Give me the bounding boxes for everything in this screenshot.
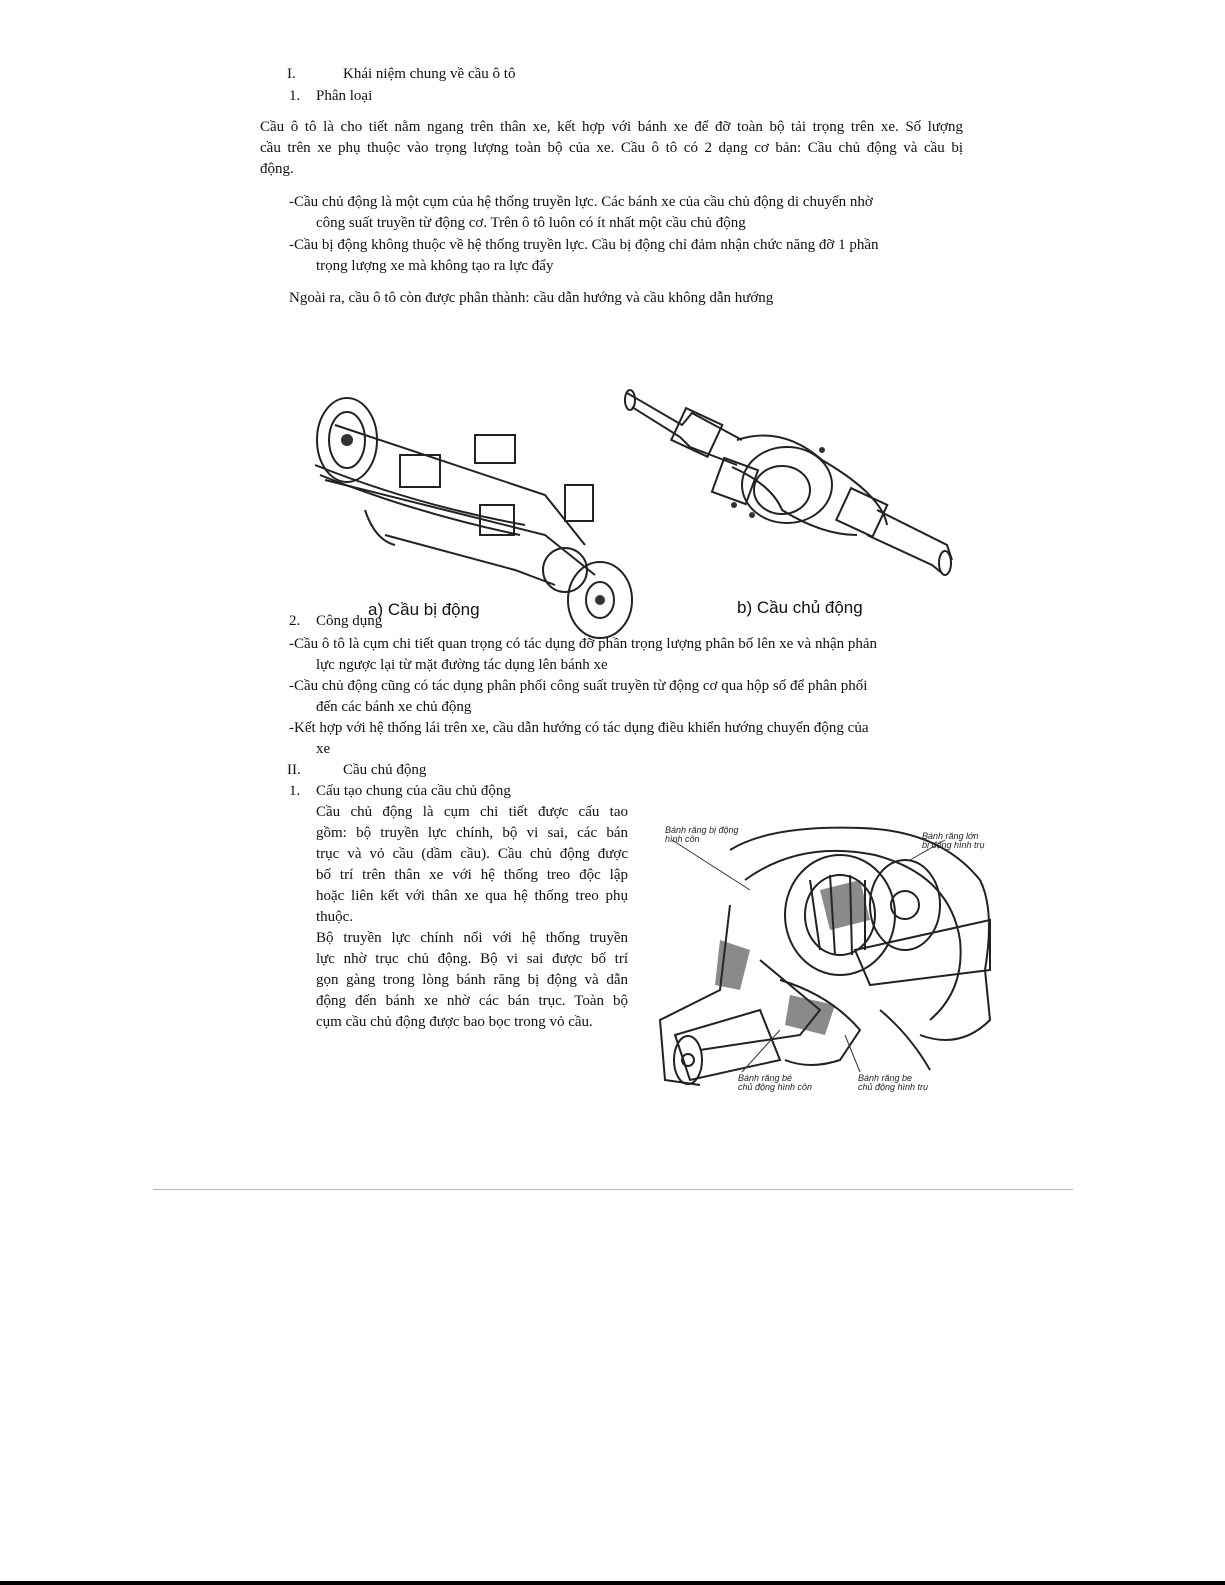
- para-line: trục và vỏ cầu (dầm cầu). Cầu chủ động được: [316, 846, 628, 862]
- differential-cutaway-drawing: [660, 820, 1000, 1100]
- bullet-line: đến các bánh xe chủ động: [316, 699, 472, 715]
- para-line: hoặc liên kết với thân xe qua hệ thống treo phụ: [316, 888, 628, 904]
- para-line: Bộ truyền lực chính nối với hệ thống truyền: [316, 930, 628, 946]
- bullet-line: lực ngược lại từ mặt đường tác dụng lên bánh xe: [316, 657, 608, 673]
- bullet-line: xe: [316, 741, 331, 757]
- s2-sub1-number: 1.: [289, 783, 301, 799]
- para-line: động đến bánh xe nhờ các bán trục. Toàn bộ: [316, 993, 628, 1009]
- label-bottom-right: Bánh răng be chủ động hình trụ: [858, 1073, 929, 1092]
- section2-title: Cầu chủ động: [343, 762, 427, 778]
- intro-line: động.: [260, 161, 294, 177]
- bullet-line: -Cầu chủ động là một cụm của hệ thống truyền lực. Các bánh xe của cầu chủ động di chuyển nhờ: [289, 194, 873, 210]
- figure1-caption-b: b) Cầu chủ động: [737, 598, 863, 617]
- section1-title: Khái niệm chung về cầu ô tô: [343, 66, 516, 82]
- para-line: Cầu chủ động là cụm chi tiết được cấu tao: [316, 804, 628, 820]
- para-line: thuộc.: [316, 909, 354, 925]
- s2-sub1-title: Cấu tạo chung của cầu chủ động: [316, 783, 511, 799]
- sub1-number: 1.: [289, 88, 301, 104]
- extra-classification: Ngoài ra, cầu ô tô còn được phân thành: cầu dẫn hướng và cầu không dẫn hướng: [289, 290, 774, 306]
- sub1-title: Phân loại: [316, 88, 373, 104]
- section1-number: I.: [287, 66, 296, 82]
- para-line: gọn gàng trong lòng bánh răng bị động và dẫn: [316, 972, 628, 988]
- bullet-line: trọng lượng xe mà không tạo ra lực đẩy: [316, 258, 554, 274]
- bullet-line: -Cầu chủ động cũng có tác dụng phân phối công suất truyền từ động cơ qua hộp số để phân phối: [289, 678, 868, 694]
- label-top-left: Bánh răng bị động hình côn: [665, 825, 739, 844]
- para-line: cụm cầu chủ động được bao bọc trong vỏ cầu.: [316, 1014, 593, 1030]
- intro-line: cầu trên xe phụ thuộc vào trọng lượng toàn bộ của xe. Cầu ô tô có 2 dạng cơ bản: Cầu chủ động và cầu bị: [260, 140, 963, 156]
- drive-axle-drawing: [622, 385, 957, 585]
- bottom-border: [0, 1581, 1225, 1585]
- bullet-line: -Kết hợp với hệ thống lái trên xe, cầu dẫn hướng có tác dụng điều khiển hướng chuyển động của: [289, 720, 869, 736]
- label-top-right: Bánh răng lớn bị động hình trụ: [922, 831, 985, 850]
- label-bottom-left: Bánh răng bé chủ động hình côn: [738, 1073, 813, 1092]
- para-line: lực nhờ trục chủ động. Bộ vi sai được bố trí: [316, 951, 628, 967]
- bullet-line: -Cầu ô tô là cụm chi tiết quan trọng có tác dụng đỡ phần trọng lượng phân bố lên xe và nhận phản: [289, 636, 878, 652]
- bullet-line: công suất truyền từ động cơ. Trên ô tô luôn có ít nhất một cầu chủ động: [316, 215, 746, 231]
- sub2-number: 2.: [289, 613, 301, 629]
- figure1-caption-a: a) Cầu bị động: [368, 600, 480, 619]
- para-line: gồm: bộ truyền lực chính, bộ vi sai, các bán: [316, 825, 628, 841]
- passive-axle-drawing: [295, 385, 645, 635]
- bullet-line: -Cầu bị động không thuộc về hệ thống truyền lực. Cầu bị động chỉ đảm nhận chức năng đỡ 1 phần: [289, 237, 879, 253]
- intro-line: Cầu ô tô là cho tiết nằm ngang trên thân xe, kết hợp với bánh xe để đỡ toàn bộ tải trọng trên xe. Số lượng: [260, 119, 963, 135]
- page-divider: [153, 1189, 1073, 1190]
- sub2-title: Công dụng: [316, 613, 383, 629]
- para-line: bố trí trên thân xe với hệ thống treo độc lập: [316, 867, 628, 883]
- section2-number: II.: [287, 762, 301, 778]
